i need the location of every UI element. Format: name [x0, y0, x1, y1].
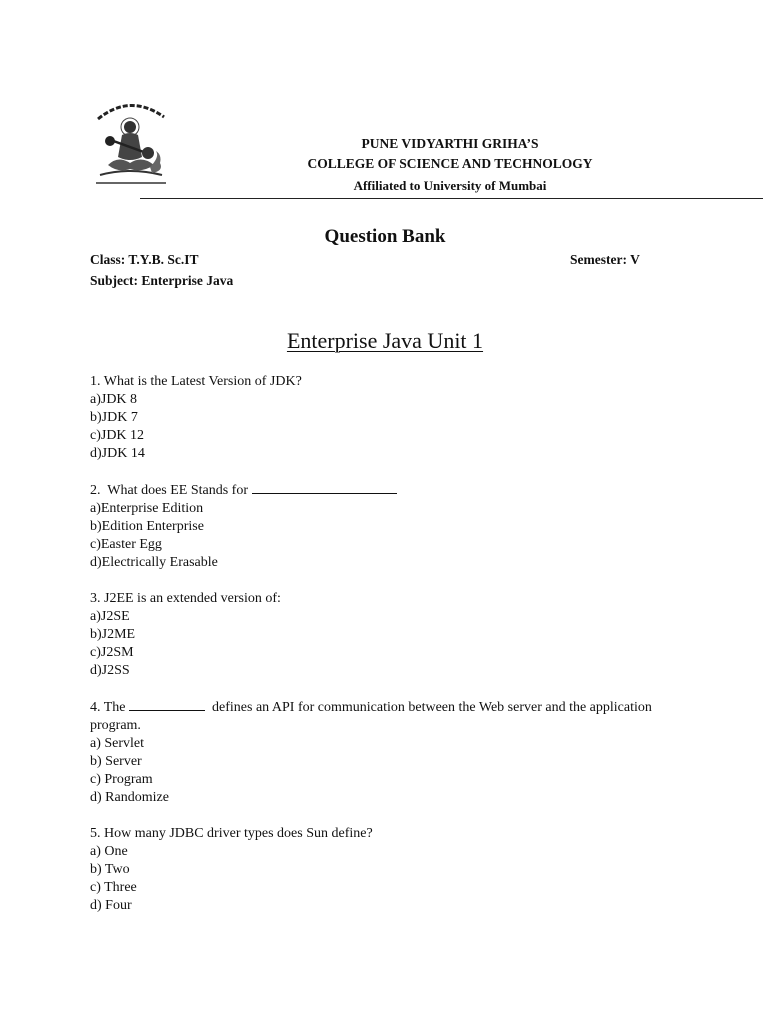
- question-text: [90, 590, 690, 608]
- answer-option: c) Three: [90, 880, 137, 895]
- unit-heading: [0, 328, 770, 354]
- answer-option: d)J2SS: [90, 663, 130, 678]
- question-prefix: 2. What does EE Stands for: [90, 483, 252, 498]
- question-item: [90, 825, 690, 915]
- fill-in-blank: [252, 481, 397, 494]
- question-prefix: 5. How many JDBC driver types does Sun define?: [90, 826, 373, 841]
- answer-option: d) Four: [90, 898, 132, 913]
- subject-label: Subject: Enterprise Java: [90, 273, 234, 288]
- answer-option: a)Enterprise Edition: [90, 501, 204, 516]
- class-label: Class: T.Y.B. Sc.IT: [90, 252, 199, 267]
- institution-name-line1: PUNE VIDYARTHI GRIHA’S: [361, 136, 539, 151]
- question-prefix: 4. The: [90, 700, 130, 715]
- answer-option: d) Randomize: [90, 790, 169, 805]
- answer-option: b) Two: [90, 862, 130, 877]
- question-prefix: 1. What is the Latest Version of JDK?: [90, 374, 302, 389]
- question-suffix: defines an API for communication between the Web server and the application program.: [90, 700, 656, 733]
- question-item: [90, 373, 690, 463]
- question-text: [90, 825, 690, 843]
- answer-option: c)Easter Egg: [90, 537, 162, 552]
- header-divider: [140, 198, 763, 199]
- answer-option: b)J2ME: [90, 627, 136, 642]
- question-list: [90, 373, 690, 933]
- affiliation-line: Affiliated to University of Mumbai: [353, 178, 547, 193]
- document-title: Question Bank: [324, 226, 446, 247]
- answer-option: d)JDK 14: [90, 446, 145, 461]
- answer-option: a) One: [90, 844, 128, 859]
- question-item: [90, 590, 690, 680]
- semester-label: Semester: V: [570, 252, 640, 267]
- answer-option: d)Electrically Erasable: [90, 555, 218, 570]
- question-item: [90, 698, 690, 807]
- answer-option: b)Edition Enterprise: [90, 519, 204, 534]
- question-text: [90, 698, 690, 735]
- answer-option: c) Program: [90, 772, 153, 787]
- answer-option: a)J2SE: [90, 609, 130, 624]
- answer-option: b)JDK 7: [90, 410, 138, 425]
- answer-option: c)J2SM: [90, 645, 134, 660]
- question-prefix: 3. J2EE is an extended version of:: [90, 591, 281, 606]
- question-text: [90, 481, 690, 500]
- answer-option: b) Server: [90, 754, 142, 769]
- question-text: [90, 373, 690, 391]
- fill-in-blank: [129, 698, 205, 711]
- answer-option: c)JDK 12: [90, 428, 145, 443]
- unit-heading-text: Enterprise Java Unit 1: [286, 328, 484, 353]
- answer-option: a)JDK 8: [90, 392, 138, 407]
- answer-option: a) Servlet: [90, 736, 145, 751]
- institution-name-line2: COLLEGE OF SCIENCE AND TECHNOLOGY: [307, 156, 593, 171]
- question-item: [90, 481, 690, 572]
